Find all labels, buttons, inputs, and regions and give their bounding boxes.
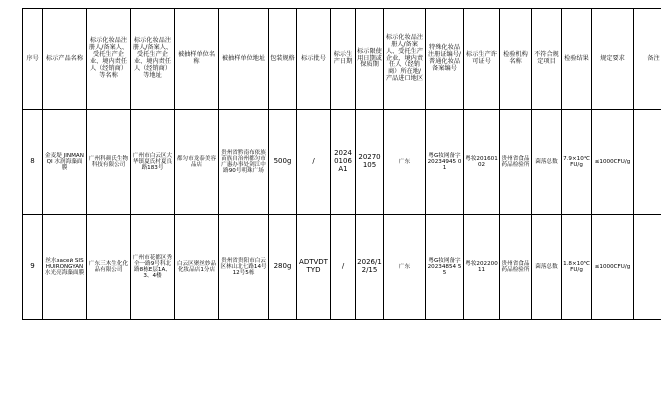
cell-batch-number: / <box>297 110 331 215</box>
cell-product-name: 丝水засей SISHUIRONGYAN水光亮海藻面膜 <box>43 215 87 320</box>
cell-production-date: / <box>331 215 356 320</box>
cell-requirement: ≤1000CFU/g <box>592 215 634 320</box>
cosmetics-inspection-table <box>22 8 661 320</box>
cell-package-spec: 280g <box>269 215 297 320</box>
table-body <box>23 110 661 320</box>
col-header-nonconforming-item: 不符合规定项目 <box>532 9 562 110</box>
cell-nonconforming-item: 菌落总数 <box>532 215 562 320</box>
cell-remark <box>634 110 661 215</box>
table-row <box>23 215 661 320</box>
cell-production-license: 粤妆20160102 <box>464 110 500 215</box>
cell-registrant-name: 广州科颜氏生物科技有限公司 <box>87 110 131 215</box>
col-header-registrant-address: 标示化妆品注册人/备案人、受托生产企业、境内责任人（经销商）等地址 <box>131 9 175 110</box>
cell-sampled-unit-name: 白云区聚丝妙品化妆品店1分店 <box>175 215 219 320</box>
col-header-sampled-unit-name: 被抽样单位名称 <box>175 9 219 110</box>
table-header-row <box>23 9 661 110</box>
cell-registrant-address: 广州市花都区秀全一路9号科北路8栋E层1A、3、4楼 <box>131 215 175 320</box>
col-header-filing-number: 特殊化妆品注册证编号/普通化妆品备案编号 <box>426 9 464 110</box>
cell-shelf-life: 2026/12/15 <box>356 215 384 320</box>
col-header-production-date: 标示生产日期 <box>331 9 356 110</box>
cell-registrant-name: 广东三木生化化品有限公司 <box>87 215 131 320</box>
cell-registrant-address: 广州市白云区大华镇夏氏村夏良路183号 <box>131 110 175 215</box>
cell-inspection-agency: 贵州省食品药品检验所 <box>500 215 532 320</box>
cell-requirement: ≤1000CFU/g <box>592 110 634 215</box>
table-header <box>23 9 661 110</box>
col-header-production-license: 标示生产许可证号 <box>464 9 500 110</box>
cell-inspection-agency: 贵州省食品药品检验所 <box>500 110 532 215</box>
col-header-shelf-life: 标示限使用日期或保质期 <box>356 9 384 110</box>
col-header-registrant-name: 标示化妆品注册人/备案人、受托生产企业、境内责任人（经销商）等名称 <box>87 9 131 110</box>
cell-sampled-unit-address: 贵州省黔南布依族苗族自治州都匀市广惠办事处剑江中路90号明珠广场 <box>219 110 269 215</box>
col-header-region: 标示化妆品注册人/备案人、受托生产企业、境内责任人（经销商）所在地/产品进口地区 <box>384 9 426 110</box>
cell-index: 9 <box>23 215 43 320</box>
cell-nonconforming-item: 菌落总数 <box>532 110 562 215</box>
cell-remark <box>634 215 661 320</box>
col-header-index: 序号 <box>23 9 43 110</box>
cell-test-result: 1.8×10⁵CFU/g <box>562 215 592 320</box>
document-page <box>0 8 661 405</box>
col-header-inspection-agency: 检验机构名称 <box>500 9 532 110</box>
cell-filing-number: 粤G妆网备字20234854 55 <box>426 215 464 320</box>
cell-region: 广东 <box>384 215 426 320</box>
cell-production-license: 粤妆20220011 <box>464 215 500 320</box>
col-header-package-spec: 包装规格 <box>269 9 297 110</box>
col-header-remark: 备注 <box>634 9 661 110</box>
cell-region: 广东 <box>384 110 426 215</box>
col-header-test-result: 检验结果 <box>562 9 592 110</box>
cell-batch-number: ADTVDTTYD <box>297 215 331 320</box>
cell-sampled-unit-name: 都匀市龙泰美容品店 <box>175 110 219 215</box>
table-row <box>23 110 661 215</box>
cell-filing-number: 粤G妆网备字20234945 01 <box>426 110 464 215</box>
col-header-sampled-unit-address: 被抽样单位地址 <box>219 9 269 110</box>
col-header-product-name: 标示产品名称 <box>43 9 87 110</box>
col-header-requirement: 规定要求 <box>592 9 634 110</box>
cell-sampled-unit-address: 贵州省贵阳市白云区林山北七路14号12号5栋 <box>219 215 269 320</box>
cell-production-date: 20240106A1 <box>331 110 356 215</box>
col-header-batch-number: 标示批号 <box>297 9 331 110</box>
cell-package-spec: 500g <box>269 110 297 215</box>
cell-product-name: 金麦堤 JINMAN QI 水润海藻面膜 <box>43 110 87 215</box>
cell-shelf-life: 20270105 <box>356 110 384 215</box>
cell-index: 8 <box>23 110 43 215</box>
cell-test-result: 7.9×10⁴CFU/g <box>562 110 592 215</box>
